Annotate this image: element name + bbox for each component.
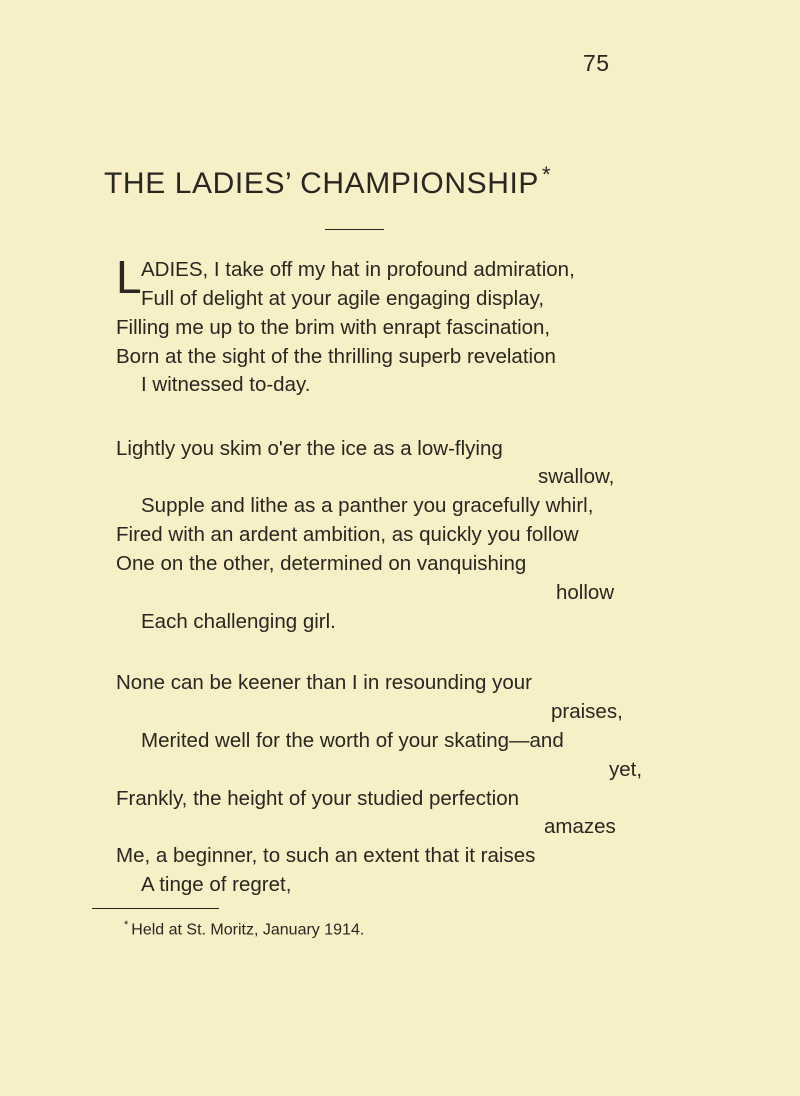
poem-line: ADIES, I take off my hat in profound admiration, (141, 258, 575, 281)
poem-line: Fired with an ardent ambition, as quickly you follow (116, 523, 579, 546)
poem-line: Me, a beginner, to such an extent that it raises (116, 844, 536, 867)
poem-title-text: THE LADIES’ CHAMPIONSHIP (104, 167, 540, 200)
poem-line: amazes (544, 815, 616, 838)
poem-line: One on the other, determined on vanquishing (116, 552, 527, 575)
poem-line: None can be keener than I in resounding your (116, 671, 532, 694)
poem-line: Filling me up to the brim with enrapt fascination, (116, 316, 551, 339)
poem-line: Merited well for the worth of your skating—and (141, 729, 564, 752)
poem-line: Full of delight at your agile engaging display, (141, 287, 545, 310)
title-divider (325, 229, 384, 230)
footnote-mark: * (124, 919, 129, 931)
page-number: 75 (583, 50, 610, 76)
poem-line: swallow, (538, 465, 615, 488)
footnote-text: Held at St. Moritz, January 1914. (131, 921, 365, 939)
poem-line: hollow (556, 581, 615, 604)
footnote (124, 919, 364, 939)
drop-cap: L (116, 251, 142, 303)
poem-line: Frankly, the height of your studied perfection (116, 787, 520, 810)
poem-line: Supple and lithe as a panther you gracefully whirl, (141, 494, 594, 517)
poem-line: A tinge of regret, (141, 873, 292, 896)
footnote-marker: * (542, 162, 552, 187)
poem-line: I witnessed to-day. (141, 373, 311, 396)
poem-line: Lightly you skim o'er the ice as a low-flying (116, 437, 503, 460)
poem-line: Born at the sight of the thrilling superb revelation (116, 345, 556, 368)
poem-line: Each challenging girl. (141, 610, 336, 633)
footnote-divider (92, 908, 219, 909)
poem-line: yet, (609, 758, 643, 781)
poem-title (104, 162, 551, 201)
poem-line: praises, (551, 700, 623, 723)
